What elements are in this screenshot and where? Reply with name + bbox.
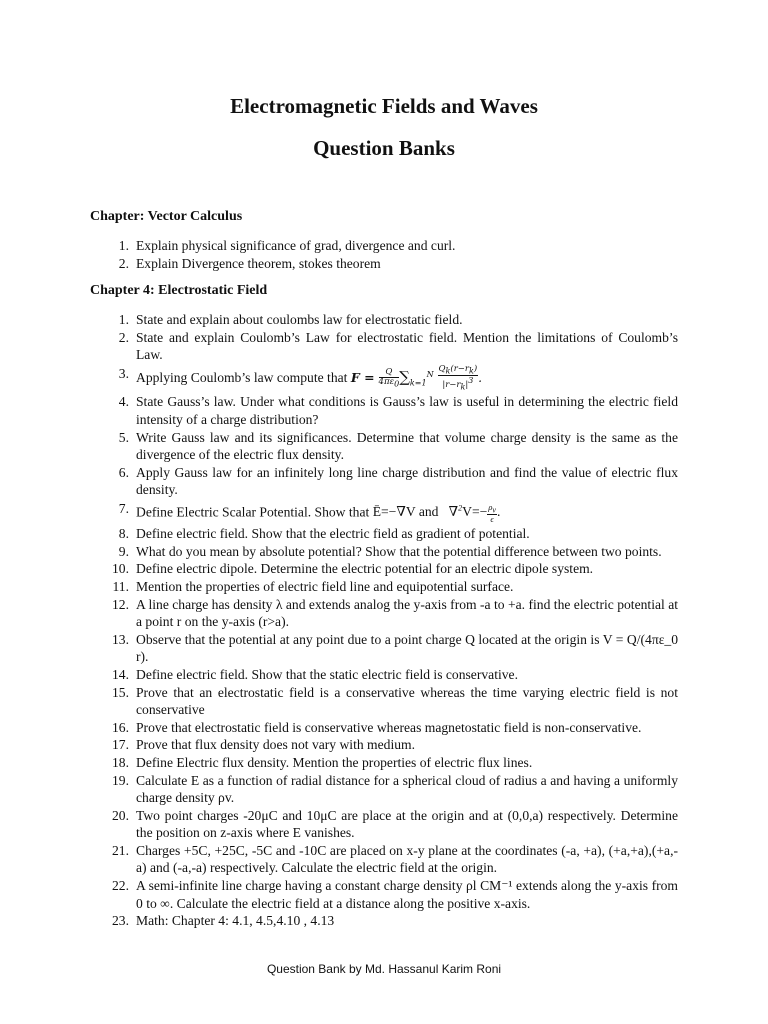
question-item: 1. State and explain about coulombs law for electrostatic field. [118, 312, 463, 327]
question-item: 14. Define electric field. Show that the static electric field is conservative. [112, 666, 518, 682]
chapter-heading: Chapter: Vector Calculus [90, 209, 243, 224]
page-footer: Question Bank by Md. Hassanul Karim Roni [266, 962, 502, 976]
question-item: 7. Define Electric Scalar Potential. Show that Ē=−∇V and ∇$^2$V=− $\frac{\rho v}{\epsilon}$ . [118, 500, 501, 525]
question-item: 13. Observe that the potential at any point due to a point charge Q located at the origin is V = Q/(4πε_0 r). [112, 631, 678, 665]
question-item: 11. Mention the properties of electric field line and equipotential surface. [112, 578, 514, 594]
question-item: 1. Explain physical significance of grad, divergence and curl. [118, 238, 456, 253]
question-item: 22. A semi-infinite line charge having a constant charge density ρl CM⁻¹ extends along the y-axis from 0 to ∞. Calculate the electric field at a distance along the positive x-axis. [112, 878, 678, 911]
question-list [0, 311, 768, 930]
question-item: 3. Applying Coulomb’s law compute that F = $\frac{Q}{4\pi\varepsilon 0}$ $\sum_{k=1}^N$ $\frac{Qk(r-rk)}{|r-rk|3}$ . [118, 363, 483, 392]
document-subtitle: Question Banks [313, 136, 455, 160]
question-item: 17. Prove that flux density does not vary with medium. [112, 737, 416, 753]
question-item: 21. Charges +5C, +25C, -5C and -10C are placed on x-y plane at the coordinates (-a, +a), (+a,+a),(+a,-a) and (-a,-a) respectively. Calculate the electric field at the origin. [112, 842, 678, 876]
question-item: 8. Define electric field. Show that the electric field as gradient of potential. [118, 526, 530, 542]
question-item: 20. Two point charges -20μC and 10μC are place at the origin and at (0,0,a) respectively. Determine the position on z-axis where E vanishes. [112, 807, 678, 841]
question-item: 18. Define Electric flux density. Mention the properties of electric flux lines. [112, 754, 533, 770]
coulomb-formula: F = $\frac{Q}{4\pi\varepsilon 0}$ $\sum_{k=1}^N$ $\frac{Qk(r-rk)}{|r-rk|3}$ . [350, 363, 483, 392]
potential-formula: Ē=−∇V and ∇$^2$V=− $\frac{\rho v}{\epsilon}$ . [372, 501, 501, 525]
question-item: 10. Define electric dipole. Determine the electric potential for an electric dipole system. [112, 561, 594, 577]
question-item: 6. Apply Gauss law for an infinitely long line charge distribution and find the value of electric flux density. [118, 464, 678, 498]
question-item: 4. State Gauss’s law. Under what conditions is Gauss’s law is useful in determining the electric field intensity of a charge distribution? [118, 394, 678, 427]
chapter-heading: Chapter 4: Electrostatic Field [90, 283, 268, 298]
question-list [0, 237, 768, 272]
document-title: Electromagnetic Fields and Waves [230, 94, 538, 118]
question-item: 5. Write Gauss law and its significances. Determine that volume charge density is the same as the divergence of the electric flux density. [118, 429, 678, 463]
question-item: 16. Prove that electrostatic field is conservative whereas magnetostatic field is non-conservative. [112, 719, 642, 735]
question-item: 9. What do you mean by absolute potential? Show that the potential difference between two points. [118, 543, 662, 559]
question-item: 12. A line charge has density λ and extends analog the y-axis from -a to +a. find the electric potential at a point r on the y-axis (r>a). [112, 596, 678, 630]
question-item: 2. Explain Divergence theorem, stokes theorem [118, 255, 381, 271]
question-item: 2. State and explain Coulomb’s Law for electrostatic field. Mention the limitations of Coulomb’s Law. [118, 329, 678, 363]
question-item: 19. Calculate E as a function of radial distance for a spherical cloud of radius a and having a uniformly charge density ρv. [112, 772, 678, 806]
question-item: 23. Math: Chapter 4: 4.1, 4.5,4.10 , 4.13 [112, 913, 335, 929]
question-item: 15. Prove that an electrostatic field is a conservative whereas the time varying electric field is not conservative [112, 684, 678, 718]
